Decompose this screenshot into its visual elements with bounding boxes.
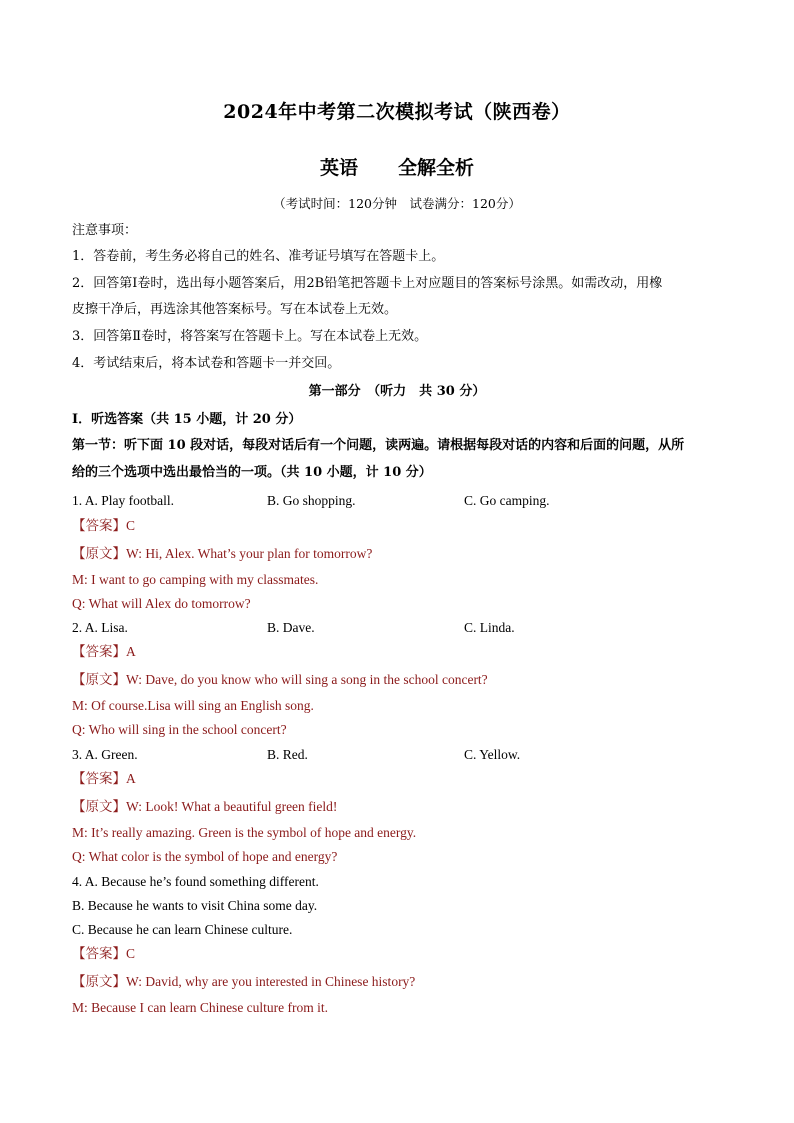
question-3-option-a: 3. A. Green.: [72, 747, 138, 762]
question-3-option-c: C. Yellow.: [464, 747, 521, 762]
question-1-answer: 【答案】C: [72, 518, 136, 533]
question-2-option-c: C. Linda.: [464, 620, 515, 635]
part-heading: 第一部分 （听力 共 30 分）: [308, 384, 486, 399]
question-4-option-a: 4. A. Because he’s found something different.: [72, 874, 319, 889]
subject-label: 英语: [319, 157, 358, 179]
page-title: 2024年中考第二次模拟考试（陕西卷）: [223, 101, 571, 123]
question-1-script: M: I want to go camping with my classmates.: [72, 572, 319, 587]
question-2-script: M: Of course.Lisa will sing an English song.: [72, 698, 314, 713]
subtitle-right: 全解全析: [398, 157, 475, 179]
notice-heading: 注意事项：: [72, 223, 138, 238]
question-1-option-b: B. Go shopping.: [267, 493, 356, 508]
question-2-script: 【原文】W: Dave, do you know who will sing a song in the school concert?: [72, 672, 488, 687]
question-3-option-b: B. Red.: [267, 747, 308, 762]
question-4-script: 【原文】W: David, why are you interested in Chinese history?: [72, 974, 416, 989]
notice-item: 3．回答第Ⅱ卷时，将答案写在答题卡上。写在本试卷上无效。: [72, 329, 428, 344]
question-2-script: Q: Who will sing in the school concert?: [72, 722, 287, 737]
question-4-option-b: B. Because he wants to visit China some day.: [72, 898, 318, 913]
question-4-option-c: C. Because he can learn Chinese culture.: [72, 922, 293, 937]
question-1-script: 【原文】W: Hi, Alex. What’s your plan for tomorrow?: [72, 546, 373, 561]
notice-item: 4．考试结束后，将本试卷和答题卡一并交回。: [72, 356, 341, 371]
question-1-option-c: C. Go camping.: [464, 493, 550, 508]
notice-item: 1．答卷前，考生务必将自己的姓名、准考证号填写在答题卡上。: [72, 249, 445, 264]
page-subtitle: [0, 153, 794, 180]
question-3-script: 【原文】W: Look! What a beautiful green field!: [72, 799, 338, 814]
question-2-answer: 【答案】A: [72, 644, 136, 659]
section-instruction: 第一节：听下面 10 段对话，每段对话后有一个问题，读两遍。请根据每段对话的内容和后面的问题，从所: [72, 438, 685, 453]
question-3-script: M: It’s really amazing. Green is the symbol of hope and energy.: [72, 825, 417, 840]
section-instruction: 给的三个选项中选出最恰当的一项。（共 10 小题，计 10 分）: [72, 465, 432, 480]
question-4-answer: 【答案】C: [72, 946, 136, 961]
question-1-option-a: 1. A. Play football.: [72, 493, 174, 508]
question-4-script: M: Because I can learn Chinese culture from it.: [72, 1000, 329, 1015]
notice-item: 2．回答第Ⅰ卷时，选出每小题答案后，用2B铅笔把答题卡上对应题目的答案标号涂黑。如需改动，用橡: [72, 276, 663, 291]
question-2-option-b: B. Dave.: [267, 620, 315, 635]
exam-info: （考试时间：120分钟 试卷满分：120分）: [273, 196, 521, 211]
question-1-script: Q: What will Alex do tomorrow?: [72, 596, 251, 611]
question-3-script: Q: What color is the symbol of hope and energy?: [72, 849, 338, 864]
question-3-answer: 【答案】A: [72, 771, 136, 786]
notice-item: 皮擦干净后，再选涂其他答案标号。写在本试卷上无效。: [72, 302, 398, 317]
section-title: Ⅰ．听选答案（共 15 小题，计 20 分）: [72, 412, 302, 427]
question-2-option-a: 2. A. Lisa.: [72, 620, 128, 635]
